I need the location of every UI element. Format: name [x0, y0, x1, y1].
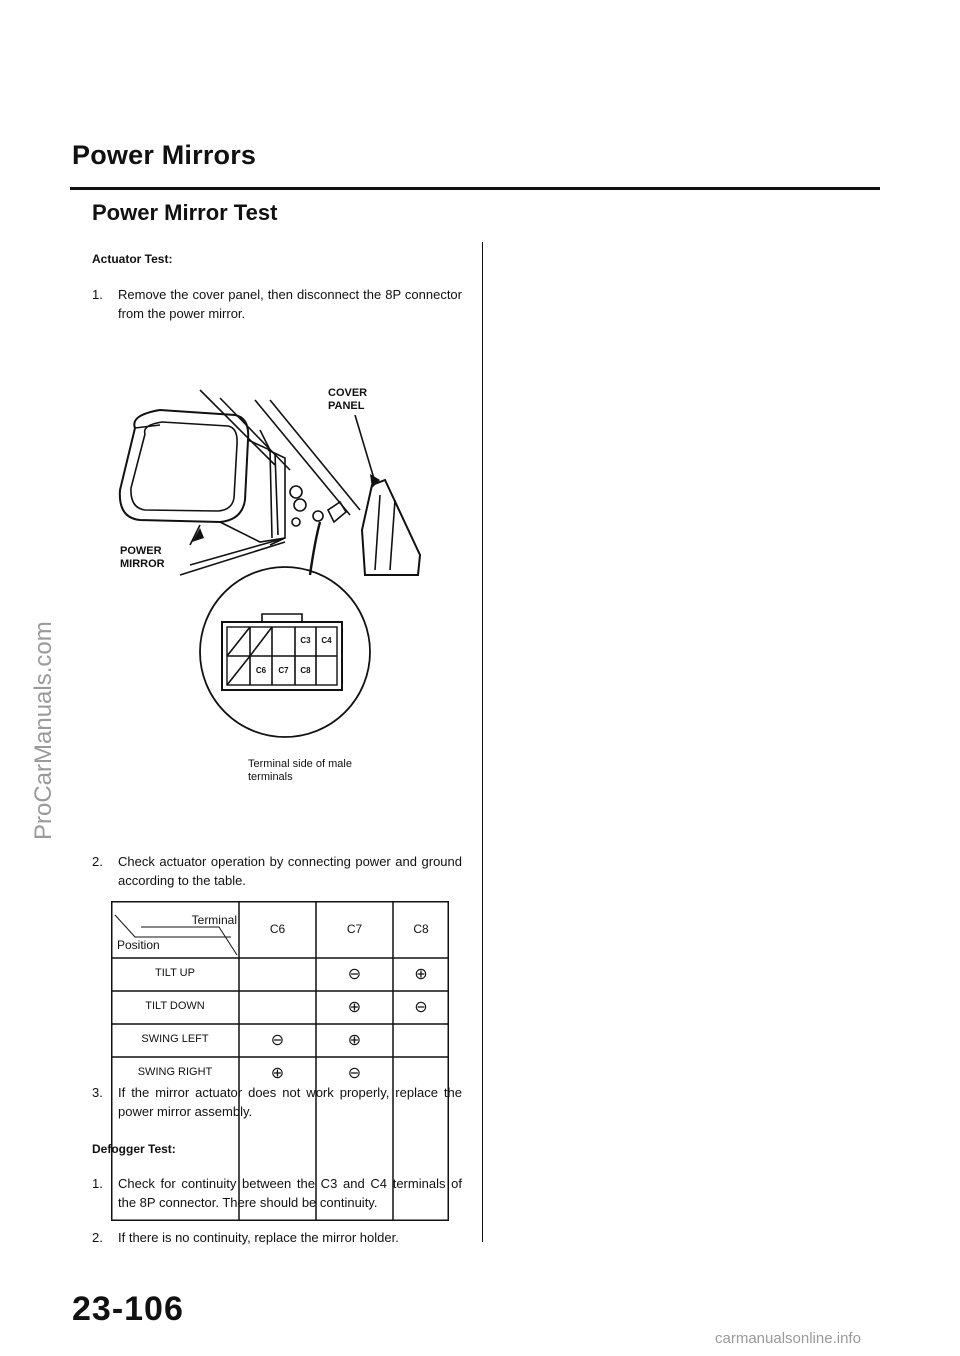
step-number: 1.: [92, 1176, 103, 1191]
column-divider: [482, 242, 483, 1242]
page-title: Power Mirrors: [72, 140, 257, 170]
step-text: If there is no continuity, replace the mirror holder.: [118, 1230, 399, 1245]
cover-panel-label-line-2: PANEL: [328, 400, 365, 412]
cell-c7: ⊕: [347, 1032, 362, 1049]
table-grid: [111, 901, 449, 1221]
subsection-title: Power Mirror Test: [92, 200, 278, 225]
cell-c8: ⊕: [414, 966, 428, 983]
pin-c4: C4: [321, 636, 332, 645]
row-position: SWING RIGHT: [137, 1066, 213, 1078]
watermark: [0, 0, 57, 1356]
power-mirror-label-line-1: POWER: [120, 545, 162, 557]
row-position: SWING LEFT: [141, 1033, 209, 1045]
step-text: Remove the cover panel, then disconnect the 8P connector from the power mirror.: [118, 287, 462, 321]
pin-c8: C8: [300, 666, 311, 675]
row-position: TILT DOWN: [145, 1000, 205, 1012]
col-c7: C7: [346, 922, 363, 936]
page-number: 23-106: [72, 1290, 184, 1328]
header-terminal: Terminal: [191, 913, 237, 927]
cell-c8: ⊖: [414, 999, 428, 1016]
mirror-illustration: [100, 370, 460, 790]
col-c6: C6: [269, 922, 286, 936]
step-number: 2.: [92, 854, 103, 869]
pin-c3: C3: [300, 636, 311, 645]
header-position: Position: [117, 938, 160, 952]
footer-watermark: carmanualsonline.info: [715, 1330, 861, 1347]
row-position: TILT UP: [155, 967, 195, 979]
step-number: 2.: [92, 1230, 103, 1245]
operation-table: [111, 901, 449, 1221]
cell-c7: ⊖: [347, 1065, 362, 1082]
diagram-caption: [248, 758, 352, 784]
diagram-caption-line-1: Terminal side of male: [248, 758, 352, 770]
pin-c7: C7: [278, 666, 289, 675]
pin-c6: C6: [255, 666, 267, 675]
power-mirror-label-line-2: MIRROR: [120, 558, 165, 570]
cell-c6: ⊖: [270, 1032, 285, 1049]
defogger-test-heading: Defogger Test:: [92, 1142, 176, 1156]
defogger-step-1: [92, 1174, 462, 1214]
step-number: 3.: [92, 1085, 103, 1100]
title-rule: [70, 187, 880, 190]
step-text: Check actuator operation by connecting power and ground according to the table.: [118, 854, 462, 888]
cover-panel-label: [328, 387, 367, 413]
diagram-caption-line-2: terminals: [248, 771, 293, 783]
step-number: 1.: [92, 287, 103, 302]
defogger-step-2: [92, 1228, 462, 1248]
col-c8: C8: [413, 922, 429, 936]
power-mirror-label: [120, 545, 165, 571]
step-text: If the mirror actuator does not work properly, replace the power mirror assembly.: [118, 1085, 462, 1119]
cell-c6: ⊕: [270, 1065, 285, 1082]
actuator-step-2: [92, 852, 462, 892]
actuator-step-3: [92, 1083, 462, 1123]
cover-panel-label-line-1: COVER: [328, 387, 368, 399]
cell-c7: ⊕: [347, 999, 362, 1016]
power-mirror-diagram: [100, 370, 460, 790]
step-text: Check for continuity between the C3 and C4 terminals of the 8P connector. There should be continuity.: [118, 1176, 462, 1210]
cell-c7: ⊖: [347, 966, 362, 983]
watermark-text: ProCarManuals.com: [30, 621, 57, 840]
actuator-test-heading: Actuator Test:: [92, 252, 173, 266]
actuator-step-1: [92, 285, 462, 325]
